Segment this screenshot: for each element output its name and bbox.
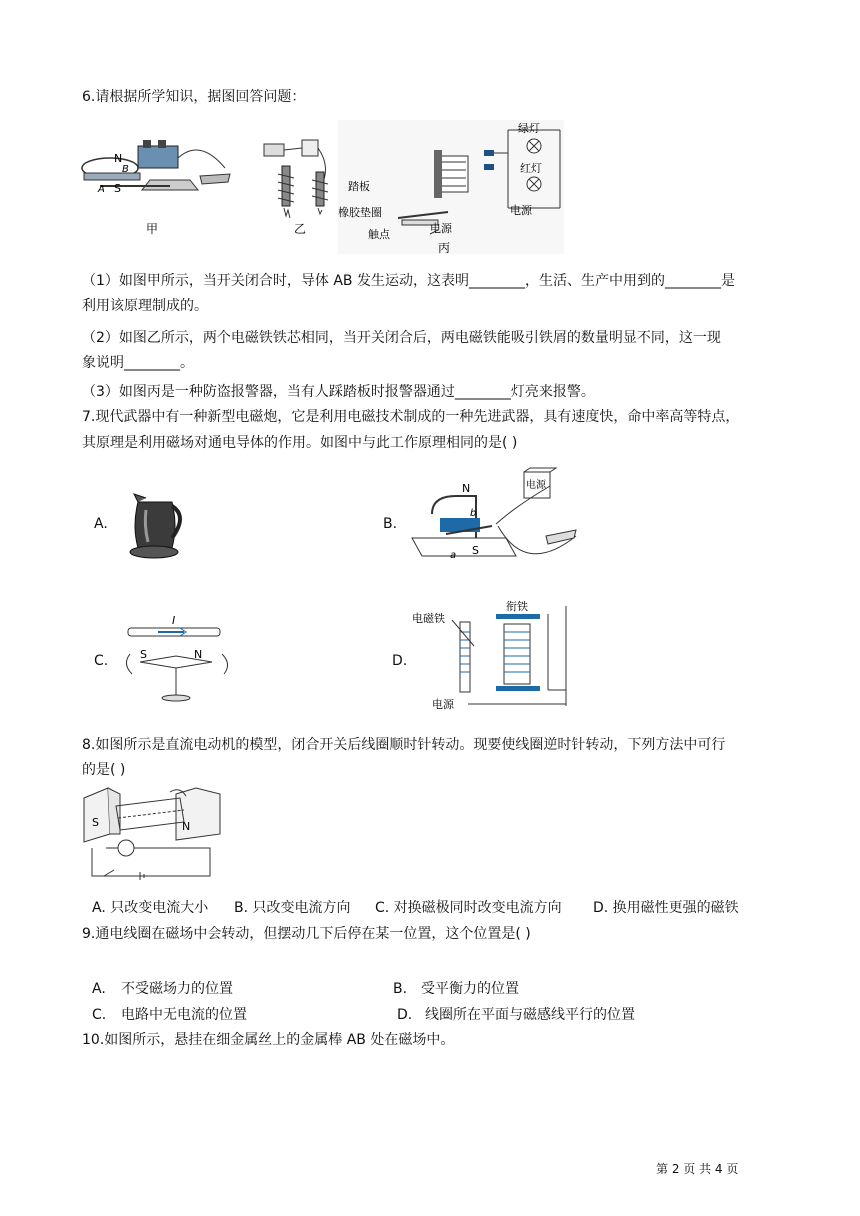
q8-option-d[interactable]: D. 换用磁性更强的磁铁	[593, 900, 739, 916]
q9-stem: 9.通电线圈在磁场中会转动，但摆动几下后停在某一位置，这个位置是( )	[82, 926, 531, 942]
c-i-label: I	[172, 614, 176, 627]
q7-option-b[interactable]: B.	[383, 516, 398, 532]
q6-part2-line2: 象说明________。	[82, 355, 194, 371]
d-power-label: 电源	[432, 698, 454, 711]
q9-option-a-key[interactable]: A.	[92, 981, 106, 997]
motor-s-label: S	[92, 816, 99, 829]
c-s-label: S	[140, 648, 147, 661]
q6-stem: 6.请根据所学知识，据图回答问题：	[82, 89, 306, 105]
q9-option-b-key[interactable]: B.	[393, 981, 408, 997]
d-armature-label: 衔铁	[506, 600, 528, 613]
d-electromagnet-label: 电磁铁	[412, 612, 445, 625]
q8-stem-line1: 8.如图所示是直流电动机的模型，闭合开关后线圈顺时针转动。现要使线圈逆时针转动，下列方法中可行	[82, 737, 726, 753]
motor-figure	[80, 784, 226, 886]
c-n-label: N	[194, 648, 203, 661]
q6-part2-line1: （2）如图乙所示，两个电磁铁铁芯相同，当开关闭合后，两电磁铁能吸引铁屑的数量明显不同，这一现	[82, 330, 721, 346]
q9-option-d-text: 线圈所在平面与磁感线平行的位置	[425, 1007, 635, 1023]
bing-power-label: 电源	[510, 204, 532, 217]
q6-part1-line2: 利用该原理制成的。	[82, 298, 208, 314]
bing-rubber-label: 橡胶垫圈	[338, 206, 382, 219]
b-s-label: S	[472, 544, 479, 557]
q9-option-c-key[interactable]: C.	[92, 1007, 107, 1023]
bing-power2-label: 电源	[430, 222, 452, 235]
page-footer: 第 2 页 共 4 页	[656, 1162, 739, 1176]
q9-option-c-text: 电路中无电流的位置	[121, 1007, 247, 1023]
figure-bing	[338, 120, 568, 256]
q9-option-d-key[interactable]: D.	[397, 1007, 413, 1023]
b-b-label: b	[470, 508, 477, 519]
bing-caption: 丙	[438, 241, 451, 255]
q7-option-d[interactable]: D.	[392, 653, 408, 669]
figure-yi	[250, 128, 340, 240]
bing-contact-label: 触点	[368, 228, 390, 241]
q9-option-b-text: 受平衡力的位置	[421, 981, 519, 997]
bing-pedal-label: 踏板	[348, 180, 370, 193]
q8-option-a[interactable]: A. 只改变电流大小	[92, 900, 209, 916]
b-n-label: N	[462, 482, 471, 495]
b-power-label: 电源	[526, 480, 546, 491]
q6-part3: （3）如图丙是一种防盗报警器，当有人踩踏板时报警器通过________灯亮来报警。	[82, 384, 595, 400]
q6-part1-line1: （1）如图甲所示，当开关闭合时，导体 AB 发生运动，这表明________，生活、生产中用到的________是	[82, 273, 735, 289]
q7-option-a[interactable]: A.	[94, 516, 108, 532]
figure-jia	[80, 128, 250, 240]
jia-a-label: A	[98, 184, 105, 195]
q8-stem-line2: 的是( )	[82, 762, 126, 778]
q10-stem: 10.如图所示，悬挂在细金属丝上的金属棒 AB 处在磁场中。	[82, 1032, 455, 1048]
bing-green-label: 绿灯	[518, 122, 540, 135]
jia-n-label: N	[114, 152, 123, 165]
bing-red-label: 红灯	[520, 162, 542, 175]
option-c-figure	[120, 612, 240, 708]
q7-stem-line1: 7.现代武器中有一种新型电磁炮，它是利用电磁技术制成的一种先进武器，具有速度快，命中率高等特点，	[82, 409, 740, 425]
yi-caption: 乙	[294, 222, 307, 236]
kettle-figure	[124, 486, 190, 566]
q7-option-c[interactable]: C.	[94, 653, 109, 669]
motor-n-label: N	[182, 820, 191, 833]
b-a-label: a	[450, 550, 457, 561]
q9-option-a-text: 不受磁场力的位置	[121, 981, 233, 997]
option-b-figure	[406, 466, 586, 578]
q7-stem-line2: 其原理是利用磁场对通电导体的作用。如图中与此工作原理相同的是( )	[82, 435, 518, 451]
option-d-figure	[412, 596, 572, 714]
jia-b-label: B	[122, 164, 129, 175]
jia-caption: 甲	[146, 222, 159, 236]
jia-s-label: S	[114, 182, 121, 195]
q8-option-b[interactable]: B. 只改变电流方向	[234, 900, 351, 916]
q8-option-c[interactable]: C. 对换磁极同时改变电流方向	[375, 900, 562, 916]
